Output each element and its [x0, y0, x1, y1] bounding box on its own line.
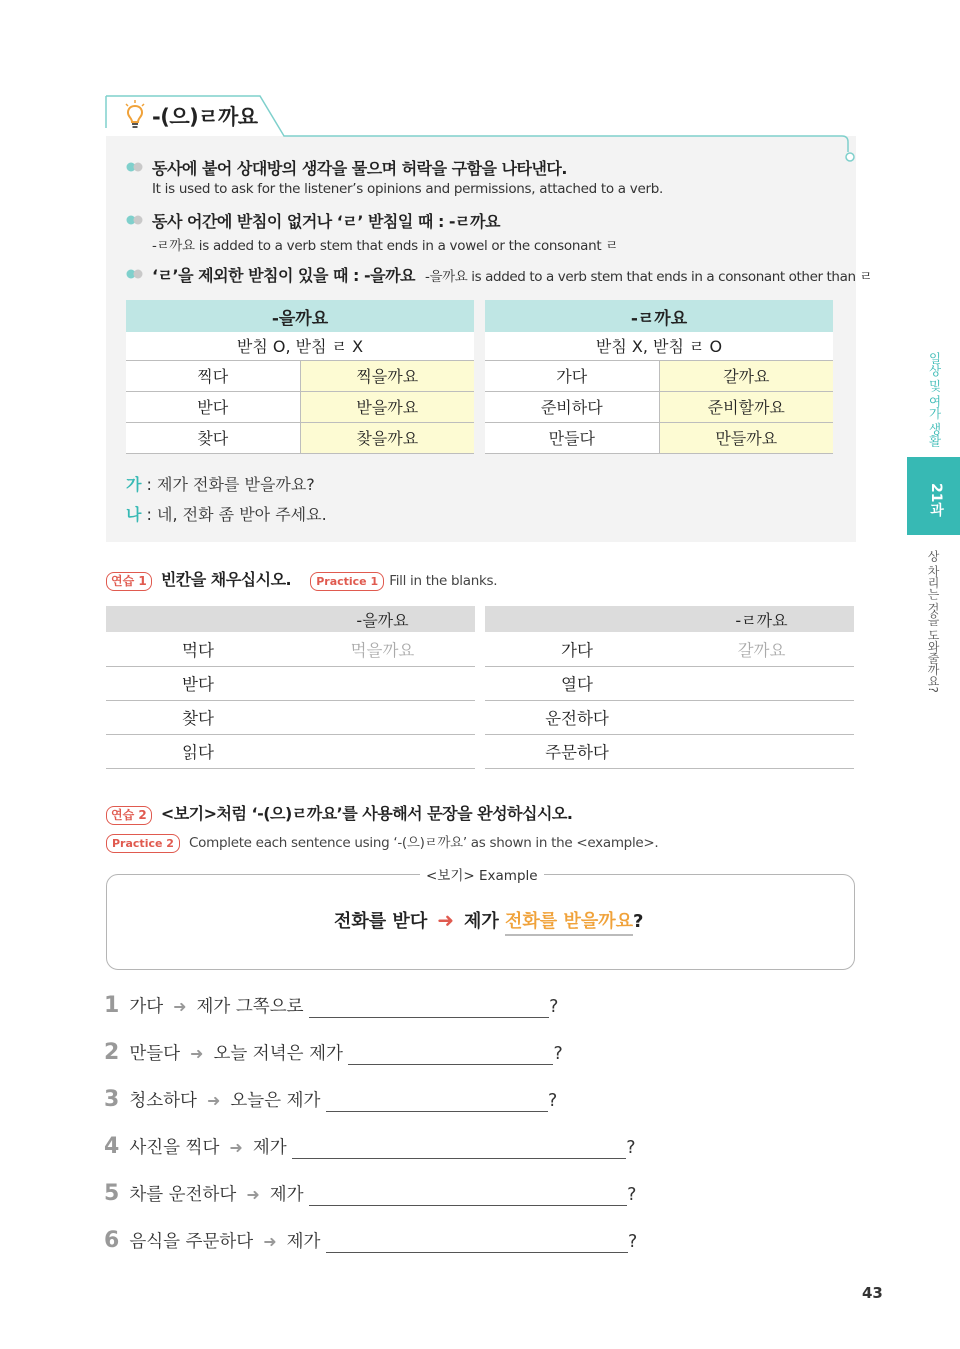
answer-blank[interactable] — [669, 700, 854, 734]
rule-1-ko: 동사에 붙어 상대방의 생각을 물으며 허락을 구함을 나타낸다. — [152, 159, 567, 178]
arrow-right-icon: ➜ — [246, 1185, 260, 1204]
table-subheader: 받침 O, 받침 ㄹ X — [126, 332, 474, 360]
table-row — [485, 666, 854, 700]
question-end: ? — [549, 997, 559, 1017]
example-end: ? — [633, 911, 644, 932]
question-3 — [104, 1087, 557, 1112]
question-6 — [104, 1228, 637, 1253]
question-end: ? — [628, 1232, 638, 1252]
verb-cell: 먹다 — [106, 632, 290, 666]
answer-blank[interactable] — [292, 1139, 626, 1159]
question-4 — [104, 1134, 636, 1159]
answer-blank[interactable] — [669, 666, 854, 700]
table-header: -을까요 — [126, 300, 474, 332]
answer-blank[interactable] — [309, 1186, 627, 1206]
question-verb: 청소하다 — [129, 1091, 197, 1111]
conjugated-cell: 준비할까요 — [659, 391, 833, 422]
answer-blank[interactable] — [290, 700, 475, 734]
conjugated-cell: 찾을까요 — [300, 422, 474, 453]
table-row — [485, 632, 854, 666]
practice1-title: 빈칸을 채우십시오. — [160, 570, 292, 589]
verb-cell: 받다 — [126, 391, 300, 422]
question-verb: 음식을 주문하다 — [129, 1232, 254, 1252]
arrow-right-icon: ➜ — [263, 1232, 277, 1251]
question-prompt: 제가 그쪽으로 — [196, 997, 304, 1017]
question-prompt: 제가 — [252, 1138, 287, 1158]
question-end: ? — [626, 1138, 636, 1158]
question-prompt: 제가 — [269, 1185, 304, 1205]
grammar-table-lkkayo — [485, 300, 833, 454]
table-header: -ㄹ까요 — [485, 300, 833, 332]
question-prompt: 오늘 저녁은 제가 — [213, 1044, 343, 1064]
arrow-right-icon: ➜ — [437, 908, 454, 932]
dialog-line-1 — [126, 472, 315, 495]
question-verb: 가다 — [129, 997, 164, 1017]
bullet-icon — [125, 162, 145, 172]
arrow-right-icon: ➜ — [190, 1044, 204, 1063]
question-end: ? — [548, 1091, 558, 1111]
question-verb: 만들다 — [129, 1044, 181, 1064]
verb-cell: 운전하다 — [485, 700, 669, 734]
verb-cell: 찾다 — [106, 700, 290, 734]
table-row — [106, 666, 475, 700]
side-lesson-tab[interactable] — [907, 457, 960, 535]
answer-blank[interactable] — [669, 734, 854, 768]
question-number: 5 — [104, 1181, 120, 1206]
practice1-badge-en: Practice 1 — [310, 572, 384, 591]
table-row — [126, 391, 474, 422]
answer-blank[interactable] — [309, 998, 549, 1018]
practice2-badge-en: Practice 2 — [106, 834, 180, 853]
example-label: <보기> Example — [420, 864, 544, 884]
table-row — [485, 422, 833, 453]
practice1-table-left — [106, 606, 475, 769]
column-header: -ㄹ까요 — [669, 606, 854, 632]
verb-cell: 읽다 — [106, 734, 290, 768]
conjugated-cell: 찍을까요 — [300, 360, 474, 391]
verb-cell: 찍다 — [126, 360, 300, 391]
practice2-header — [106, 801, 572, 825]
question-end: ? — [553, 1044, 563, 1064]
table-row — [485, 391, 833, 422]
conjugated-cell: 갈까요 — [659, 360, 833, 391]
grammar-title: -(으)ㄹ까요 — [152, 105, 258, 129]
arrow-right-icon: ➜ — [229, 1138, 243, 1157]
table-row — [485, 700, 854, 734]
side-lesson-title-label: 상 차리는 것을 도와줄까요? — [926, 550, 940, 693]
answer-cell: 먹을까요 — [290, 632, 475, 666]
question-1 — [104, 993, 558, 1018]
table-row — [106, 632, 475, 666]
conjugated-cell: 받을까요 — [300, 391, 474, 422]
verb-cell: 열다 — [485, 666, 669, 700]
rule-2-ko: 동사 어간에 받침이 없거나 ‘ㄹ’ 받침일 때 : -ㄹ까요 — [152, 212, 500, 231]
example-sentence — [334, 907, 643, 933]
practice1-header — [106, 567, 497, 591]
practice2-badge: 연습 2 — [106, 806, 152, 825]
lightbulb-icon — [124, 100, 146, 130]
example-verb: 전화를 받다 — [334, 911, 428, 932]
question-verb: 차를 운전하다 — [129, 1185, 237, 1205]
grammar-table-eulkkayo — [126, 300, 474, 454]
question-2 — [104, 1040, 563, 1065]
question-number: 3 — [104, 1087, 120, 1112]
table-row — [485, 360, 833, 391]
arrow-right-icon: ➜ — [206, 1091, 221, 1110]
question-prompt: 제가 — [286, 1232, 321, 1252]
column-header: -을까요 — [290, 606, 475, 632]
question-prompt: 오늘은 제가 — [230, 1091, 321, 1111]
question-end: ? — [627, 1185, 637, 1205]
rule-3-ko: ‘ㄹ’을 제외한 받침이 있을 때 : -을까요 — [152, 266, 416, 285]
answer-blank[interactable] — [326, 1092, 548, 1112]
speaker-label: 가 — [126, 475, 142, 494]
verb-cell: 만들다 — [485, 422, 659, 453]
table-row — [106, 734, 475, 768]
practice2-title: <보기>처럼 ‘-(으)ㄹ까요’를 사용해서 문장을 완성하십시오. — [160, 804, 573, 823]
practice1-badge: 연습 1 — [106, 572, 152, 591]
question-5 — [104, 1181, 636, 1206]
table-subheader: 받침 X, 받침 ㄹ O — [485, 332, 833, 360]
arrow-right-icon: ➜ — [173, 997, 187, 1016]
bullet-icon — [125, 269, 145, 279]
example-answer: 전화를 받을까요 — [505, 911, 633, 936]
question-verb: 사진을 찍다 — [129, 1138, 220, 1158]
dialog-line-2 — [126, 502, 327, 525]
practice2-title-en: Complete each sentence using ‘-(으)ㄹ까요’ as shown in the <example>. — [189, 835, 659, 851]
table-row — [126, 360, 474, 391]
answer-blank[interactable] — [290, 734, 475, 768]
answer-blank[interactable] — [348, 1045, 553, 1065]
side-unit-group-label: 일상 및 여가 생활 — [927, 352, 942, 447]
answer-blank[interactable] — [326, 1233, 628, 1253]
side-lesson-title — [925, 550, 942, 696]
example-prefix: 제가 — [463, 911, 506, 932]
speaker-label: 나 — [126, 505, 142, 524]
bullet-icon — [125, 215, 145, 225]
practice2-subheader — [106, 831, 658, 853]
verb-cell: 주문하다 — [485, 734, 669, 768]
conjugated-cell: 만들까요 — [659, 422, 833, 453]
rule-3 — [152, 263, 872, 286]
question-number: 4 — [104, 1134, 120, 1159]
answer-blank[interactable] — [290, 666, 475, 700]
table-row — [126, 422, 474, 453]
verb-cell: 가다 — [485, 632, 669, 666]
side-lesson-label: 21과 — [928, 483, 944, 517]
dialog-text: : 네, 전화 좀 받아 주세요. — [141, 505, 327, 524]
dialog-text: : 제가 전화를 받을까요? — [141, 475, 315, 494]
answer-cell: 갈까요 — [669, 632, 854, 666]
rule-3-en: -을까요 is added to a verb stem that ends in a consonant other than ㄹ — [425, 269, 873, 285]
side-unit-group[interactable] — [925, 352, 943, 450]
question-number: 6 — [104, 1228, 120, 1253]
question-number: 1 — [104, 993, 120, 1018]
question-number: 2 — [104, 1040, 120, 1065]
table-row — [106, 700, 475, 734]
practice1-title-en: Fill in the blanks. — [389, 573, 498, 589]
verb-cell: 가다 — [485, 360, 659, 391]
rule-1-en: It is used to ask for the listener’s opinions and permissions, attached to a verb. — [152, 181, 663, 197]
verb-cell: 준비하다 — [485, 391, 659, 422]
rule-2-en: -ㄹ까요 is added to a verb stem that ends in a vowel or the consonant ㄹ — [152, 238, 619, 254]
page-number: 43 — [862, 1284, 883, 1302]
table-row — [485, 734, 854, 768]
verb-cell: 찾다 — [126, 422, 300, 453]
practice1-table-right — [485, 606, 854, 769]
verb-cell: 받다 — [106, 666, 290, 700]
